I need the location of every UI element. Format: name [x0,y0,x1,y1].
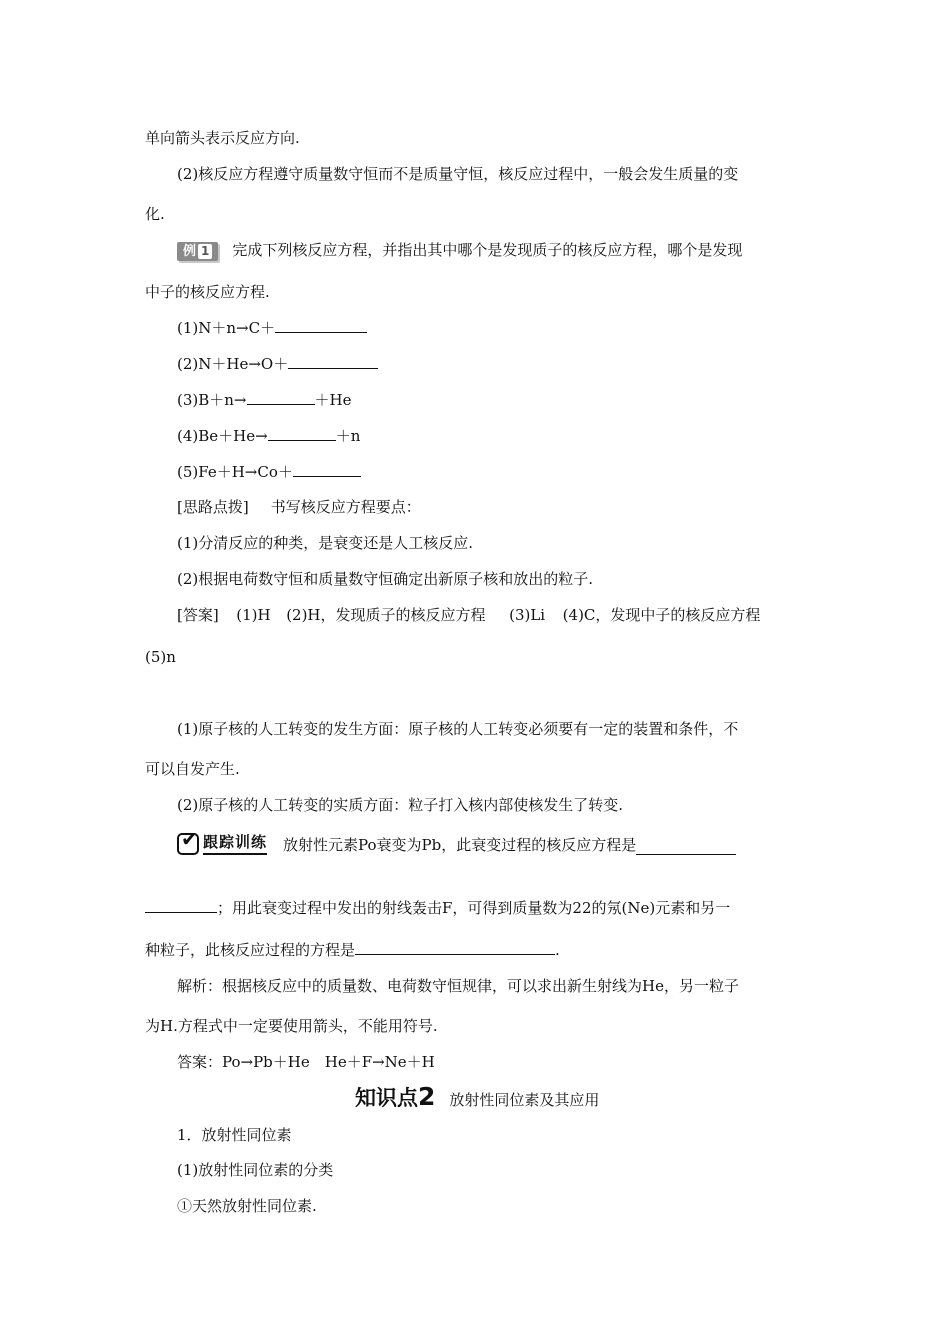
answer-blank [268,426,336,441]
answer-blank [293,462,361,477]
intro-point-2: (2)核反应方程遵守质量数守恒而不是质量守恒，核反应过程中，一般会发生质量的变 [177,165,739,183]
intro-line-1: 单向箭头表示反应方向. [145,129,300,147]
hint-text: 书写核反应方程要点： [270,498,421,516]
practice-analysis: 解析：根据核反应中的质量数、电荷数守恒规律，可以求出新生射线为He，另一粒子 [177,977,739,995]
hint-item-1: (1)分清反应的种类，是衰变还是人工核反应. [177,534,474,552]
practice-analysis-cont: 为H.方程式中一定要使用箭头，不能用符号. [145,1017,438,1035]
section-heading [355,1082,599,1112]
hint-item-2: (2)根据电荷数守恒和质量数守恒确定出新原子核和放出的粒子. [177,570,594,588]
example-item-5: (5)Fe＋H→Co＋ [177,462,361,482]
section-sub-item: ①天然放射性同位素. [177,1197,317,1215]
hint-label: [思路点拨] [177,498,249,516]
example-item-4: (4)Be＋He→ ＋n [177,427,361,445]
answer-blank [636,840,736,855]
intro-point-2-cont: 化. [145,205,165,223]
answer-blank [247,390,315,405]
note-1-cont: 可以自发产生. [145,760,240,778]
answer-blank [355,940,555,955]
practice-badge: ✔ 跟踪训练 [177,832,267,855]
example-item-3: (3)B＋n→ ＋He [177,391,352,409]
hint-line [177,497,421,517]
practice-answer: 答案：Po→Pb＋He He＋F→Ne＋H [177,1053,435,1071]
example-question-text: 完成下列核反应方程，并指出其中哪个是发现质子的核反应方程，哪个是发现 [232,241,743,259]
answer-blank [275,318,367,333]
answer-label: [答案] [177,606,219,624]
note-1: (1)原子核的人工转变的发生方面：原子核的人工转变必须要有一定的装置和条件，不 [177,720,739,738]
practice-question-cont: ；用此衰变过程中发出的射线轰击F，可得到质量数为22的氖(Ne)元素和另一 [145,898,730,918]
checkmark-icon [177,833,199,855]
example-question [177,240,742,261]
practice-question-cont-2: 种粒子，此核反应过程的方程是 . [145,941,560,959]
example-badge: 例 1 [177,242,218,261]
example-question-cont: 中子的核反应方程. [145,283,270,301]
answer-blank [288,354,378,369]
practice-question [177,832,736,855]
example-item-1: (1)N＋n→C＋ [177,318,367,338]
example-answer: [答案] (1)H (2)H，发现质子的核反应方程 (3)Li (4)C，发现中子的核反应方程 [177,606,761,624]
example-answer-cont: (5)n [145,648,176,666]
answer-blank [145,898,217,913]
note-2: (2)原子核的人工转变的实质方面：粒子打入核内部使核发生了转变. [177,796,624,814]
knowledge-point-number: 2 [418,1082,436,1111]
example-item-2: (2)N＋He→O＋ [177,354,378,374]
section-item-1: 1．放射性同位素 [177,1126,292,1144]
section-subheading: (1)放射性同位素的分类 [177,1161,334,1179]
section-title: 放射性同位素及其应用 [449,1091,600,1109]
knowledge-point-label: 知识点 [355,1086,418,1110]
practice-question-text: 放射性元素Po衰变为Pb，此衰变过程的核反应方程是 [283,836,637,854]
